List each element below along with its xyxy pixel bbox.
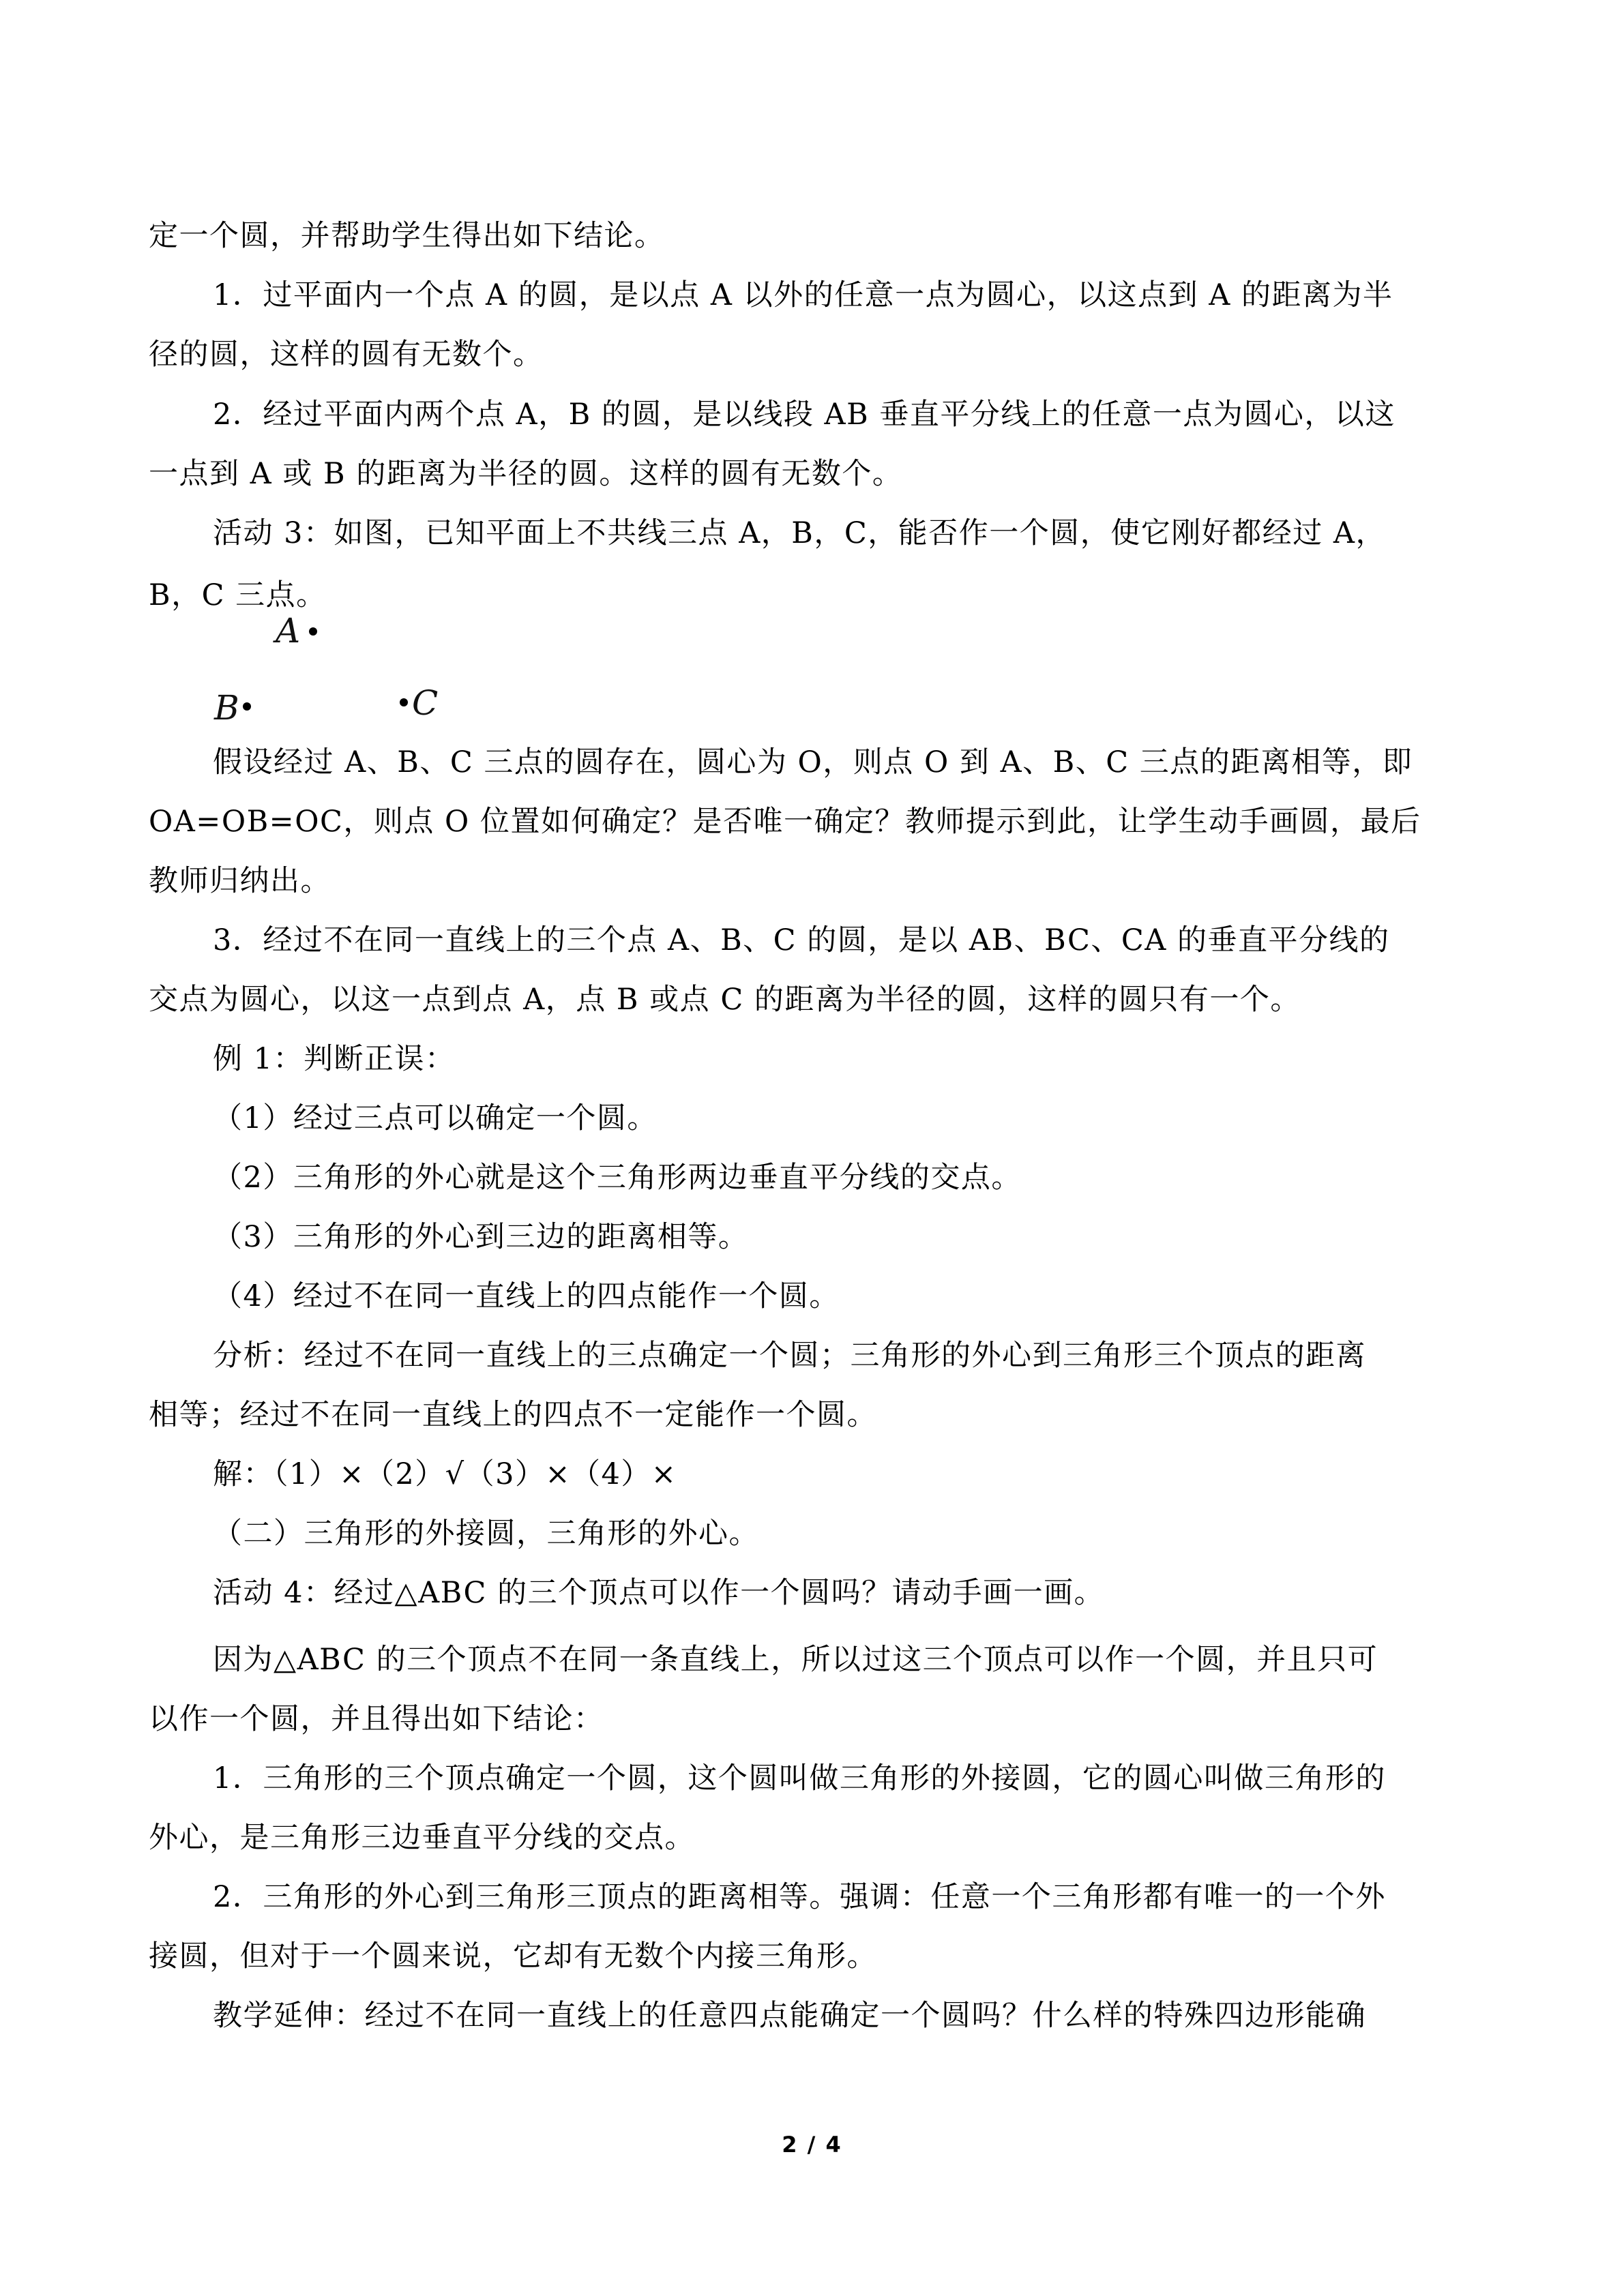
text-line: 活动 3：如图，已知平面上不共线三点 A，B，C，能否作一个圆，使它刚好都经过 A， <box>213 516 1386 550</box>
point-a-label: A <box>276 611 301 651</box>
text-line: 分析：经过不在同一直线上的三点确定一个圆；三角形的外心到三角形三个顶点的距离 <box>213 1339 1366 1373</box>
text-line: 教师归纳出。 <box>149 864 331 898</box>
text-line: 定一个圆，并帮助学生得出如下结论。 <box>149 219 665 253</box>
text-line: （4）经过不在同一直线上的四点能作一个圆。 <box>213 1279 840 1313</box>
text-line: 接圆，但对于一个圆来说，它却有无数个内接三角形。 <box>149 1939 877 1973</box>
text-line: 相等；经过不在同一直线上的四点不一定能作一个圆。 <box>149 1398 877 1432</box>
text-line: B，C 三点。 <box>149 578 327 612</box>
three-points-figure <box>205 607 477 730</box>
text-line: 以作一个圆，并且得出如下结论： <box>149 1702 604 1736</box>
text-line: 外心，是三角形三边垂直平分线的交点。 <box>149 1821 695 1855</box>
text-line: 一点到 A 或 B 的距离为半径的圆。这样的圆有无数个。 <box>149 457 903 491</box>
point-b-dot <box>243 702 251 711</box>
text-line: 教学延伸：经过不在同一直线上的任意四点能确定一个圆吗？什么样的特殊四边形能确 <box>213 1999 1366 2033</box>
text-line: 1．过平面内一个点 A 的圆，是以点 A 以外的任意一点为圆心，以这点到 A 的距离为半 <box>213 278 1393 312</box>
text-line: 交点为圆心，以这一点到点 A，点 B 或点 C 的距离为半径的圆，这样的圆只有一个。 <box>149 983 1301 1017</box>
text-line: 假设经过 A、B、C 三点的圆存在，圆心为 O，则点 O 到 A、B、C 三点的距离相等，即 <box>213 745 1413 779</box>
text-line: OA=OB=OC，则点 O 位置如何确定？是否唯一确定？教师提示到此，让学生动手画圆，最后 <box>149 805 1421 839</box>
text-line: 径的圆，这样的圆有无数个。 <box>149 338 544 372</box>
text-line: （1）经过三点可以确定一个圆。 <box>213 1101 658 1135</box>
point-c-label: C <box>412 683 439 723</box>
text-line: 活动 4：经过△ABC 的三个顶点可以作一个圆吗？请动手画一画。 <box>213 1576 1105 1610</box>
text-line: 因为△ABC 的三个顶点不在同一条直线上，所以过这三个顶点可以作一个圆，并且只可 <box>213 1643 1378 1677</box>
point-b-label: B <box>214 688 239 728</box>
page-number: 2 / 4 <box>782 2132 842 2158</box>
point-c-dot <box>400 698 408 706</box>
text-line: （二）三角形的外接圆，三角形的外心。 <box>213 1517 759 1551</box>
text-line: 解：（1）×（2）√（3）×（4）× <box>213 1457 677 1491</box>
text-line: （2）三角形的外心就是这个三角形两边垂直平分线的交点。 <box>213 1161 1022 1195</box>
text-line: （3）三角形的外心到三边的距离相等。 <box>213 1220 749 1254</box>
text-line: 1．三角形的三个顶点确定一个圆，这个圆叫做三角形的外接圆，它的圆心叫做三角形的 <box>213 1761 1386 1795</box>
text-line: 例 1：判断正误： <box>213 1042 456 1076</box>
point-a-dot <box>309 627 317 636</box>
text-line: 2．经过平面内两个点 A，B 的圆，是以线段 AB 垂直平分线上的任意一点为圆心，以这 <box>213 398 1396 432</box>
text-line: 3．经过不在同一直线上的三个点 A、B、C 的圆，是以 AB、BC、CA 的垂直平分线的 <box>213 923 1390 957</box>
text-line: 2．三角形的外心到三角形三顶点的距离相等。强调：任意一个三角形都有唯一的一个外 <box>213 1880 1386 1914</box>
